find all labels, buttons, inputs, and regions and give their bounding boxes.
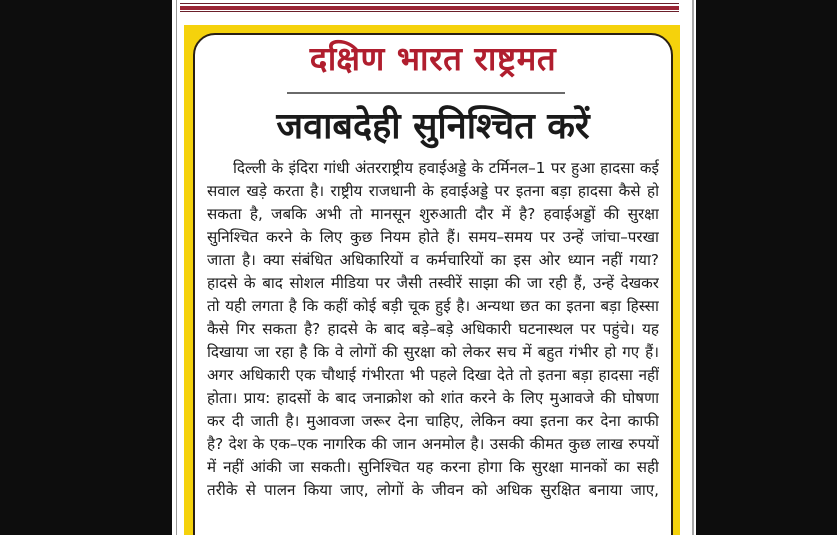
body-line: अगर अधिकारी एक चौथाई गंभीरता भी पहले दिखा देते तो इतना बड़ा हादसा नहीं [207,366,659,384]
body-line: कैसे गिर सकता है? हादसे के बाद बड़े–बड़े अधिकारी घटनास्थल पर पहुंचे। यह [207,320,659,338]
body-line: सुनिश्चित करने के लिए कुछ नियम होते हैं। समय–समय पर उन्हें जांचा–परखा [207,228,659,246]
top-rule-thin-upper [180,3,679,4]
body-line: तरीके से पालन किया जाए, लोगों के जीवन को अधिक सुरक्षित बनाया जाए, [207,481,659,499]
editorial-body [207,157,659,502]
body-line: दिल्ली के इंदिरा गांधी अंतरराष्ट्रीय हवाईअड्डे के टर्मिनल–1 पर हुआ हादसा कई [233,159,659,177]
editorial-headline: जवाबदेही सुनिश्चित करें [276,106,590,147]
body-line: हादसे के बाद सोशल मीडिया पर जैसी तस्वीरें साझा की जा रही हैं, उन्हें देखकर [207,274,659,292]
page-edge-right [692,0,694,535]
body-line: तो यही लगता है कि कहीं कोई बड़ी चूक हुई है। अन्यथा छत का इतना बड़ा हिस्सा [207,297,659,315]
masthead-underline [287,92,565,94]
body-line: सवाल खड़े करता है। राष्ट्रीय राजधानी के हवाईअड्डे पर इतना बड़ा हादसा कैसे हो [207,182,659,200]
body-line: है? देश के एक–एक नागरिक की जान अनमोल है। उसकी कीमत कुछ लाख रुपयों [207,435,659,453]
body-line: में नहीं आंकी जा सकती। सुनिश्चित यह करना होगा कि सुरक्षा मानकों का सही [207,458,659,476]
editorial-box [193,33,673,535]
newspaper-masthead: दक्षिण भारत राष्ट्रमत [309,39,557,78]
page-edge-left [176,0,177,535]
top-rule-thin-lower [180,11,679,12]
body-line: सकता है, जबकि अभी तो मानसून शुरुआती दौर में है? हवाईअड्डों की सुरक्षा [207,205,659,223]
body-line: जाता है। क्या संबंधित अधिकारियों व कर्मचारियों का इस ओर ध्यान नहीं गया? [207,251,659,269]
body-line: दिखाया जा रहा है कि वे लोगों की सुरक्षा को लेकर सच में बहुत गंभीर हो गए हैं। [207,343,659,361]
body-line: होता। प्राय: हादसों के बाद जनाक्रोश को शांत करने के लिए मुआवजे की घोषणा [207,389,659,407]
body-line: कर दी जाती है। मुआवजा जरूर देना चाहिए, लेकिन क्या इतना कर देना काफी [207,412,659,430]
top-rule-thick [180,6,679,10]
